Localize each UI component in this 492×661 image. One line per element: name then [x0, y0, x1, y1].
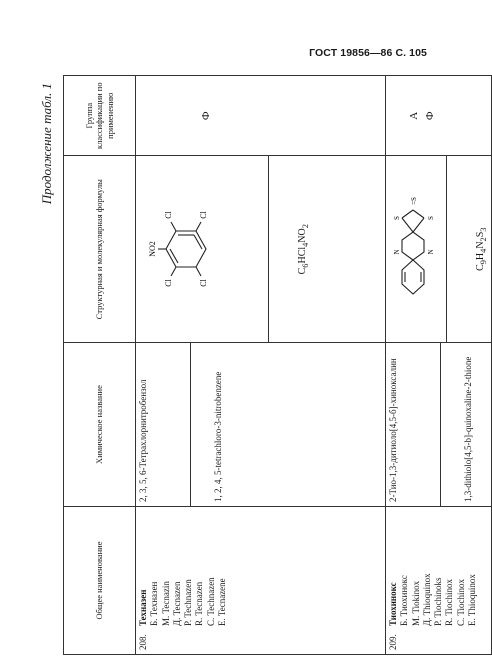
cell-chemical-name	[136, 343, 386, 507]
cell-chemical-name	[386, 343, 492, 507]
synonym-list	[149, 511, 228, 650]
chem-name-ru: 2-Тио-1,3-дитиоло[4,5-б]-хиноксалин	[388, 358, 398, 503]
cl-label: Cl	[164, 279, 173, 287]
structure-tecnazene	[138, 160, 238, 338]
cl-label: Cl	[199, 279, 208, 287]
cell-common-name	[136, 507, 386, 655]
chemical-table	[63, 75, 492, 655]
chem-name-en: 1,3-dithiolo[4,5-b]-quinoxaline-2-thione	[463, 356, 473, 503]
table-row	[386, 76, 492, 655]
cell-common-name	[386, 507, 492, 655]
synonym: R. Tecnazen	[194, 581, 205, 626]
synonym: М. Tiokinox	[410, 580, 421, 626]
synonym: Р. Technazen	[183, 579, 193, 626]
row-number: 208.	[138, 634, 148, 650]
synonym: Д. Thioquinox	[421, 573, 432, 626]
s-exo-label: =S	[410, 197, 418, 206]
synonym: М. Tecnazin	[160, 581, 171, 626]
synonym: R. Tiochinox	[444, 578, 455, 626]
table-header-row	[64, 76, 136, 655]
table-row	[136, 76, 386, 655]
common-name: Техназен	[138, 589, 148, 626]
structure-thioquinox	[388, 160, 438, 338]
group-code: Ф	[200, 111, 212, 121]
thioquinox-structure-svg	[388, 194, 438, 304]
s-label: S	[393, 216, 401, 221]
cell-formula	[386, 156, 492, 343]
cell-group	[136, 76, 386, 156]
molecular-formula: $C_9H_4N_2S_3$	[475, 227, 488, 271]
synonym: C. Tiochinox	[455, 578, 466, 626]
molecular-formula: $C_6HCl_4NO_2$	[297, 224, 310, 275]
page-header: ГОСТ 19856—86 С. 105	[309, 47, 427, 59]
n-label: N	[427, 249, 435, 255]
synonym: Р. Tiochinoks	[433, 577, 443, 626]
rotated-page	[39, 75, 488, 655]
cell-group	[386, 76, 492, 156]
row-number: 209.	[388, 634, 398, 650]
chem-name-ru: 2, 3, 5, 6-Тетрахлорнитробензол	[138, 379, 148, 503]
col-header-common-name: Общее наименование	[64, 507, 136, 655]
cl-label: Cl	[164, 211, 173, 219]
s-label: S	[427, 216, 435, 221]
tecnazene-structure-svg	[138, 199, 238, 299]
col-header-chemical-name: Химическое название	[64, 343, 136, 507]
common-name: Тиохинокс	[388, 582, 398, 626]
synonym: E. Thioquinox	[466, 574, 477, 626]
synonym: E. Tecnazene	[216, 578, 227, 626]
synonym: C. Technazen	[205, 577, 216, 626]
group-code: А	[408, 111, 420, 120]
synonym: Б. Тиохинокс	[399, 575, 410, 626]
group-code: Ф	[424, 111, 436, 121]
synonym-list	[399, 511, 478, 650]
n-label: N	[393, 249, 401, 255]
synonym: Д. Tecnazen	[171, 581, 182, 626]
col-header-formula: Структурная и молекулярная формулы	[64, 156, 136, 343]
table-continuation-label: Продолжение табл. 1	[39, 83, 54, 205]
cell-formula	[136, 156, 386, 343]
no2-label: NO2	[148, 241, 157, 257]
chem-name-en: 1, 2, 4, 5-tetrachloro-3-nitrobenzene	[213, 371, 223, 503]
col-header-group: Группа классификации по применению	[64, 76, 136, 156]
synonym: Б. Техназен	[149, 581, 160, 626]
cl-label: Cl	[199, 211, 208, 219]
